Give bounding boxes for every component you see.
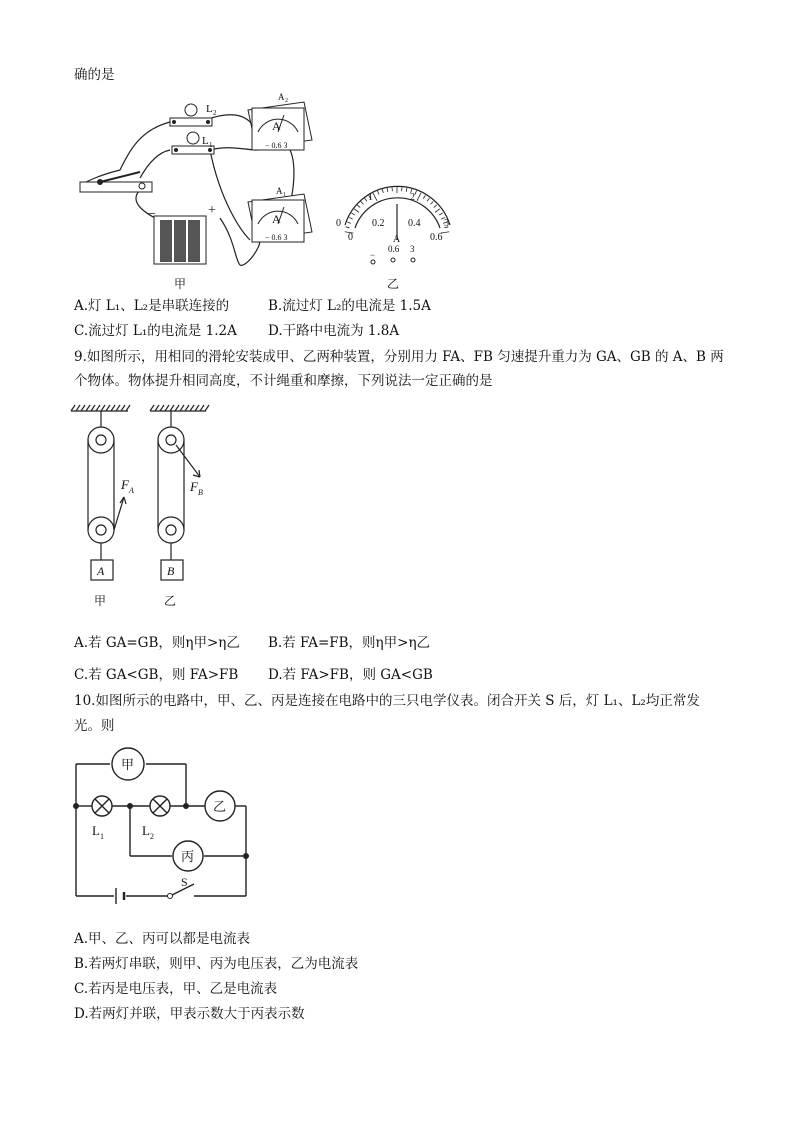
- svg-text:L: L: [142, 823, 150, 838]
- svg-text:甲: 甲: [121, 757, 135, 772]
- svg-text:1: 1: [209, 141, 213, 149]
- svg-text:F: F: [121, 477, 129, 492]
- svg-text:2: 2: [285, 98, 288, 104]
- q9-option-d: D.若 FA>FB，则 GA<GB: [268, 667, 433, 683]
- ammeter-a1: [248, 186, 312, 242]
- q9-option-c: C.若 GA<GB，则 FA>FB: [74, 667, 239, 683]
- svg-text:A: A: [278, 92, 285, 102]
- q9-option-b: B.若 FA=FB，则η甲>η乙: [268, 635, 431, 651]
- svg-text:3: 3: [410, 244, 415, 254]
- svg-text:0.6: 0.6: [430, 232, 443, 243]
- svg-text:− 0.6 3: − 0.6 3: [265, 141, 288, 150]
- svg-text:0.2: 0.2: [372, 218, 385, 229]
- lamp-l2: [170, 103, 217, 126]
- svg-text:0: 0: [336, 218, 341, 229]
- q10-option-d: D.若两灯并联，甲表示数大于丙表示数: [74, 1006, 305, 1022]
- q8-option-a: A.灯 L₁、L₂是串联连接的: [74, 298, 230, 314]
- question-9-line-2: 个物体。物体提升相同高度，不计绳重和摩擦，下列说法一定正确的是: [74, 373, 493, 389]
- q8-circuit-figure: [60, 90, 460, 300]
- svg-text:0.6: 0.6: [388, 244, 400, 254]
- svg-text:2: 2: [213, 109, 217, 117]
- svg-text:F: F: [190, 479, 198, 494]
- svg-text:+: +: [208, 203, 216, 218]
- svg-text:− 0.6 3: − 0.6 3: [265, 233, 288, 242]
- svg-text:3: 3: [444, 218, 449, 229]
- svg-text:−: −: [148, 207, 156, 222]
- q9-option-a: A.若 GA=GB，则η甲>η乙: [74, 635, 240, 651]
- svg-text:甲: 甲: [94, 594, 107, 608]
- question-10-line-1: 10.如图所示的电路中，甲、乙、丙是连接在电路中的三只电学仪表。闭合开关 S 后，灯 L₁、L₂均正常发: [74, 693, 700, 709]
- battery: [148, 203, 216, 291]
- q10-option-b: B.若两灯串联，则甲、丙为电压表，乙为电流表: [74, 956, 359, 972]
- svg-text:1: 1: [283, 192, 286, 198]
- q10-circuit-figure: [70, 748, 255, 913]
- svg-text:L: L: [202, 135, 209, 147]
- svg-text:乙: 乙: [164, 594, 177, 608]
- svg-text:L: L: [206, 103, 213, 115]
- q9-pulley-figure: [66, 405, 226, 615]
- q10-option-a: A.甲、乙、丙可以都是电流表: [74, 931, 251, 947]
- svg-text:A: A: [97, 564, 105, 578]
- question-10-line-2: 光。则: [74, 718, 115, 734]
- ammeter-a2: [248, 92, 312, 150]
- svg-text:L: L: [92, 823, 100, 838]
- svg-text:B: B: [198, 488, 203, 497]
- q8-option-c: C.流过灯 L₁的电流是 1.2A: [74, 323, 237, 339]
- svg-text:甲: 甲: [174, 277, 187, 291]
- svg-text:A: A: [393, 234, 401, 245]
- svg-text:A: A: [272, 212, 281, 226]
- svg-text:−: −: [370, 250, 376, 260]
- q8-option-b: B.流过灯 L₂的电流是 1.5A: [268, 298, 431, 314]
- svg-text:0: 0: [348, 232, 353, 243]
- svg-text:S: S: [181, 875, 188, 889]
- svg-text:B: B: [167, 564, 175, 578]
- svg-text:1: 1: [100, 832, 104, 841]
- svg-text:丙: 丙: [181, 849, 195, 864]
- lamp-l1: [172, 132, 214, 154]
- q8-option-d: D.干路中电流为 1.8A: [268, 323, 400, 339]
- svg-text:乙: 乙: [213, 799, 227, 814]
- svg-text:0.4: 0.4: [408, 218, 421, 229]
- svg-text:乙: 乙: [387, 277, 400, 291]
- question-9-line-1: 9.如图所示，用相同的滑轮安装成甲、乙两种装置，分别用力 FA、FB 匀速提升重力为 GA、GB 的 A、B 两: [74, 349, 724, 365]
- svg-text:A: A: [272, 119, 281, 133]
- question-8-tail: 确的是: [74, 67, 115, 83]
- svg-text:1: 1: [368, 192, 373, 203]
- svg-text:2: 2: [150, 832, 154, 841]
- svg-text:A: A: [276, 186, 283, 196]
- q10-option-c: C.若丙是电压表，甲、乙是电流表: [74, 981, 278, 997]
- svg-text:A: A: [129, 486, 134, 495]
- svg-text:2: 2: [410, 192, 415, 203]
- ammeter-dial: [336, 186, 450, 291]
